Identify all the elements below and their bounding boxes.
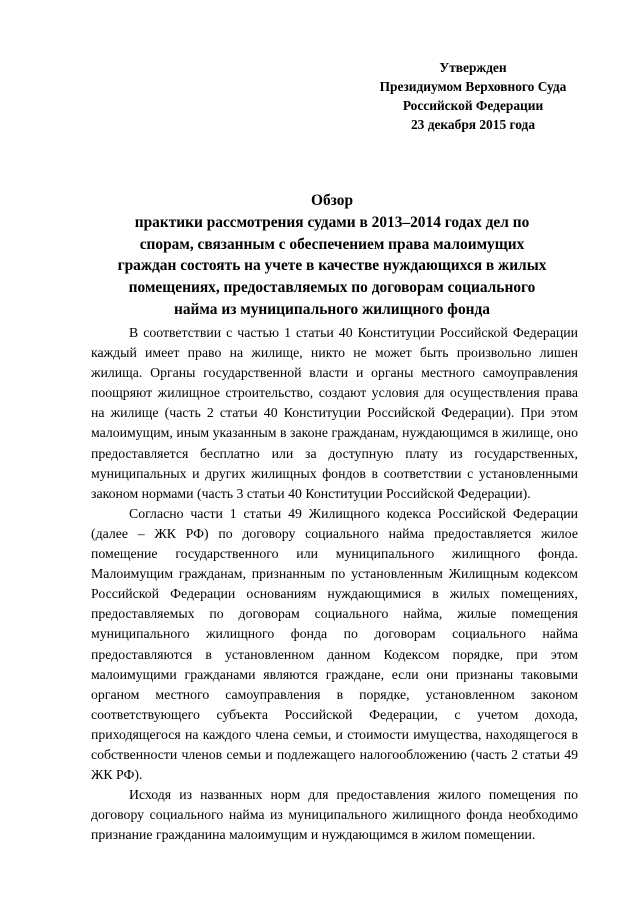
approval-date: 23 декабря 2015 года xyxy=(410,117,536,132)
document-title xyxy=(78,190,586,321)
approval-line: Утвержден xyxy=(439,60,507,75)
title-line: граждан состоять на учете в качестве нуждающихся в жилых xyxy=(117,257,547,275)
title-line: найма из муниципального жилищного фонда xyxy=(173,300,490,318)
body-paragraph: Согласно части 1 статьи 49 Жилищного кодекса Российской Федерации (далее – ЖК РФ) по договору социального найма предоставляется жилое помещение государственного или муниципального жилищного фонда. Малоимущим гражданам, признанным по установленным Жилищным кодексом Российской Федерации основаниям нуждающимися в жилых помещениях, предоставляемых по договорам социального найма, жилые помещения муниципального жилищного фонда по договорам социального найма предоставляются в установленном данном Кодексом порядке, при этом малоимущими гражданами являются граждане, если они признаны таковыми органом местного самоуправления в порядке, установленном законом соответствующего субъекта Российской Федерации, с учетом дохода, приходящегося на каждого члена семьи, и стоимости имущества, находящегося в собственности членов семьи и подлежащего налогообложению (часть 2 статьи 49 ЖК РФ). xyxy=(91,505,578,783)
title-heading: Обзор xyxy=(310,192,354,209)
title-line: практики рассмотрения судами в 2013–2014 годах дел по xyxy=(134,213,530,231)
approval-stamp xyxy=(360,58,586,134)
approval-line: Президиумом Верховного Суда xyxy=(379,79,567,94)
title-line: спорам, связанным с обеспечением права малоимущих xyxy=(139,235,525,253)
title-line: помещениях, предоставляемых по договорам социального xyxy=(128,279,536,297)
approval-line: Российской Федерации xyxy=(402,98,544,113)
body-paragraph: В соответствии с частью 1 статьи 40 Конституции Российской Федерации каждый имеет право на жилище, никто не может быть произвольно лишен жилища. Органы государственной власти и органы местного самоуправления поощряют жилищное строительство, создают условия для осуществления права на жилище (часть 2 статьи 40 Конституции Российской Федерации). При этом малоимущим, иным указанным в законе гражданам, нуждающимся в жилище, оно предоставляется бесплатно или за доступную плату из государственных, муниципальных и других жилищных фондов в соответствии с установленными законом нормами (часть 3 статьи 40 Конституции Российской Федерации). xyxy=(91,325,578,501)
document-body xyxy=(91,323,578,845)
body-paragraph: Исходя из названных норм для предоставления жилого помещения по договору социального найма из муниципального жилищного фонда необходимо признание гражданина малоимущим и нуждающимся в жилом помещении. xyxy=(91,787,578,843)
